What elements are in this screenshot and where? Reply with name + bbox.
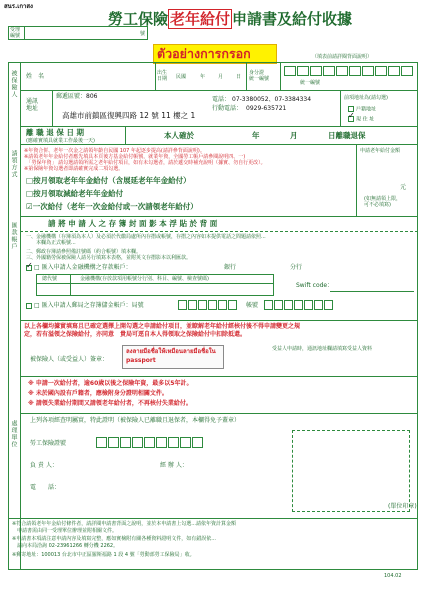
method-option-monthly[interactable]: □按月領取老年年金給付（含展延老年年金給付） xyxy=(26,176,191,185)
address-value[interactable]: 高雄市前鎮區復興四路 12 號 11 樓之 1 xyxy=(62,111,196,120)
bank-row1-text: □ 匯入申請人金融機構之存款帳戶： xyxy=(34,264,132,271)
unit-number-boxes[interactable] xyxy=(96,437,203,448)
corner-logo: สนร.เกาสง xyxy=(4,3,33,10)
mobile-value[interactable]: 0929-635721 xyxy=(246,105,287,112)
warning-2: ※ 未於國內設有戶籍者，應檢附身分證明相關文件。 xyxy=(28,390,168,397)
receive-num-label: 號 xyxy=(140,31,146,37)
acct-header: 總代號 xyxy=(42,276,58,282)
birth-month-unit: 月 xyxy=(218,74,224,80)
warning-3: ※ 請領失業給付期間又請領老年給付者，不再核付失業給付。 xyxy=(28,400,192,407)
acct-header2: 金融機構(存放款項用帳號分行別、科目、編號、檢查號碼) xyxy=(80,276,209,282)
bank-row2-label[interactable] xyxy=(26,302,144,309)
footer-note-4: 請向本局洽詢 02-23961266 轉分機 2262。 xyxy=(12,543,119,549)
method-note-1: ※年資合併、老年一次金之請領年齡自民國 107 年起逐步提高(請詳參背面說明)。 xyxy=(24,148,205,154)
acct-no-label: 帳號 xyxy=(246,302,259,309)
method-side-unit: 元 xyxy=(400,184,407,191)
footer-note-1: ※符合請領老年年金給付條件者，請詳閱申請書背面之說明，並於本申請書上勾選...請依年資計算金額 xyxy=(12,521,236,527)
bank-note-4: 三、外國籍勞保被保險人請另行填寫本表格，並附英文存摺影本以利匯款。 xyxy=(26,255,192,261)
birth-year-unit: 年 xyxy=(200,74,206,80)
section-bank: 匯款帳戶 xyxy=(10,222,17,250)
retire-sublabel: (應確實填具就業工作最後一天) xyxy=(26,138,95,144)
birth-day-unit: 日 xyxy=(236,74,242,80)
phone-label: 電話： xyxy=(212,96,231,103)
employer-phone-label: 電 話： xyxy=(30,484,61,491)
method-note-4: ※第保險年資勾選者即請確實完成二項勾選。 xyxy=(24,166,124,172)
retire-label: 離 職 退 保 日 期 xyxy=(26,128,85,137)
warning-1: ※ 申請一次給付者，逾60歲以後之保險年資，最多以5年計。 xyxy=(28,380,193,387)
method-side-note: (如無請領上限， 可不必填寫) xyxy=(364,196,401,208)
seal-box xyxy=(292,430,410,512)
address-label: 通訊 地址 xyxy=(26,98,39,112)
bank-row2-text: □ 匯入申請人郵局之存簿儲金帳戶：局號 xyxy=(34,302,144,309)
method-option-lumpsum[interactable]: ☑一次給付（老年一次金給付或一次請領老年給付） xyxy=(26,202,198,211)
birth-era: 民國 xyxy=(176,74,187,80)
retire-month: 月 xyxy=(290,131,298,140)
method-note-3: 「勞保年資」 請勾選請領所需之老年給付項目，如有未勾選者，請於遞交時補充說明（據實、勿自行更改）。 xyxy=(24,160,266,166)
bank-name-label: 銀行 xyxy=(224,264,237,271)
title-prefix: 勞工保險 xyxy=(108,10,169,28)
addr-opt-household-label: 戶籍地址 xyxy=(356,106,377,113)
signature-side-note: 受益人申請時，通訊地址欄請填寫受益人資料 xyxy=(272,346,373,352)
receive-box xyxy=(8,26,148,40)
responsible-label: 負 責 人： xyxy=(30,462,58,469)
seal-label: (單位印章) xyxy=(388,503,417,510)
fill-note: （填表前請詳閱背面說明） xyxy=(312,54,373,60)
method-side-header: 申請老年給付金額 xyxy=(360,148,401,154)
consent-line-1: 以上各欄均據實填寫且已確定選擇上開勾選之申請給付項目，並瞭解老年給付經核付後不得申請變更之規 xyxy=(24,323,301,330)
mobile-label: 行動電話： xyxy=(212,105,243,112)
post-acct-boxes[interactable] xyxy=(264,300,333,310)
signature-label: 被保險人（或受益人）簽章： xyxy=(30,356,109,363)
retire-year: 年 xyxy=(252,131,260,140)
bank-note-2: 本欄為正式帳號... xyxy=(26,240,76,246)
bank-note-1: 一、金融機構（存簿須為本人）及必須於代繳局處所內存摺或帳號，存摺之內容如本提供電話之問題請依照... xyxy=(26,234,266,240)
unit-name-label: 勞工保險證號 xyxy=(30,440,67,447)
method-option-reduced[interactable]: □按月領取減給老年年金給付 xyxy=(26,189,124,198)
bank-row1-label[interactable] xyxy=(26,264,132,271)
zip-value[interactable]: 806 xyxy=(86,93,98,100)
method-note-2: ※請領老年年金給付者應先填具本頁後方基金給付帳號，就業年資，全國勞工帳戶請參閱說明四、一) xyxy=(24,154,246,160)
section-method: 請領方式 xyxy=(10,150,17,178)
id-input[interactable] xyxy=(284,66,414,76)
signature-stamp-text: ลงลายมือชื่อให้เหมือนลายมือชื่อใน passport xyxy=(126,348,216,364)
form-code: 104.02 xyxy=(384,573,402,579)
title-suffix: 申請書及給付收據 xyxy=(232,10,353,28)
handler-label: 經 辦 人： xyxy=(160,462,188,469)
addr-opt-current[interactable] xyxy=(348,116,374,123)
retire-day: 日離職退保 xyxy=(328,131,366,140)
name-label: 姓 名 xyxy=(26,73,45,80)
zip-label: 郵遞區號： xyxy=(56,93,87,100)
swift-label: Swift code： xyxy=(296,282,334,289)
bank-header: 請 將 申 請 人 之 存 簿 封 面 影 本 浮 貼 於 背 面 xyxy=(48,219,218,228)
id-label: 身分證 統一編號 xyxy=(249,70,270,82)
bank-note-3: 二、郵政存簿請參照備註號碼（約合帳號）填本欄。 xyxy=(26,249,142,255)
retire-confirm: 本人確於 xyxy=(164,131,194,140)
employer-intro: 上列各項經查明屬實，特此證明（被保險人已離職且退保者，本欄得免予蓋章） xyxy=(30,417,241,424)
receive-label: 受理 編號 xyxy=(10,27,21,39)
addr-type-header: 前項地址為(請勾選) xyxy=(344,95,388,101)
branch-label: 分行 xyxy=(290,264,303,271)
footer-note-2: 申請書需由同一受理單位辦理並附相關文件。 xyxy=(12,528,118,534)
birth-label: 出生 日期 xyxy=(157,70,168,82)
section-employer: 處理單位 xyxy=(10,420,17,448)
footer-note-5: ※郵寄地址：100013 台北市中正區羅斯福路 1 段 4 號「勞動部勞工保險局」收。 xyxy=(12,552,195,558)
title-highlight: 老年給付 xyxy=(170,10,231,28)
addr-opt-current-label: 現 住 址 xyxy=(356,116,375,123)
section-applicant: 被保險人 xyxy=(10,70,17,98)
footer-note-3: ※申請書本項請注意申請內容及填寫完整，應如實檢附有關各種資料證明文件，如有錯誤依... xyxy=(12,536,216,542)
id-label2: 統一編號 xyxy=(300,80,321,86)
phone-value[interactable]: 07-3380052、07-3384334 xyxy=(232,96,312,103)
post-office-boxes[interactable] xyxy=(178,300,237,310)
consent-line-2: 定，若有溢領之保險給付，亦同意 貴局可逕自本人得領取之保險給付中扣除抵還。 xyxy=(24,331,247,338)
example-banner-text: ตัวอย่างการกรอก xyxy=(157,46,251,61)
